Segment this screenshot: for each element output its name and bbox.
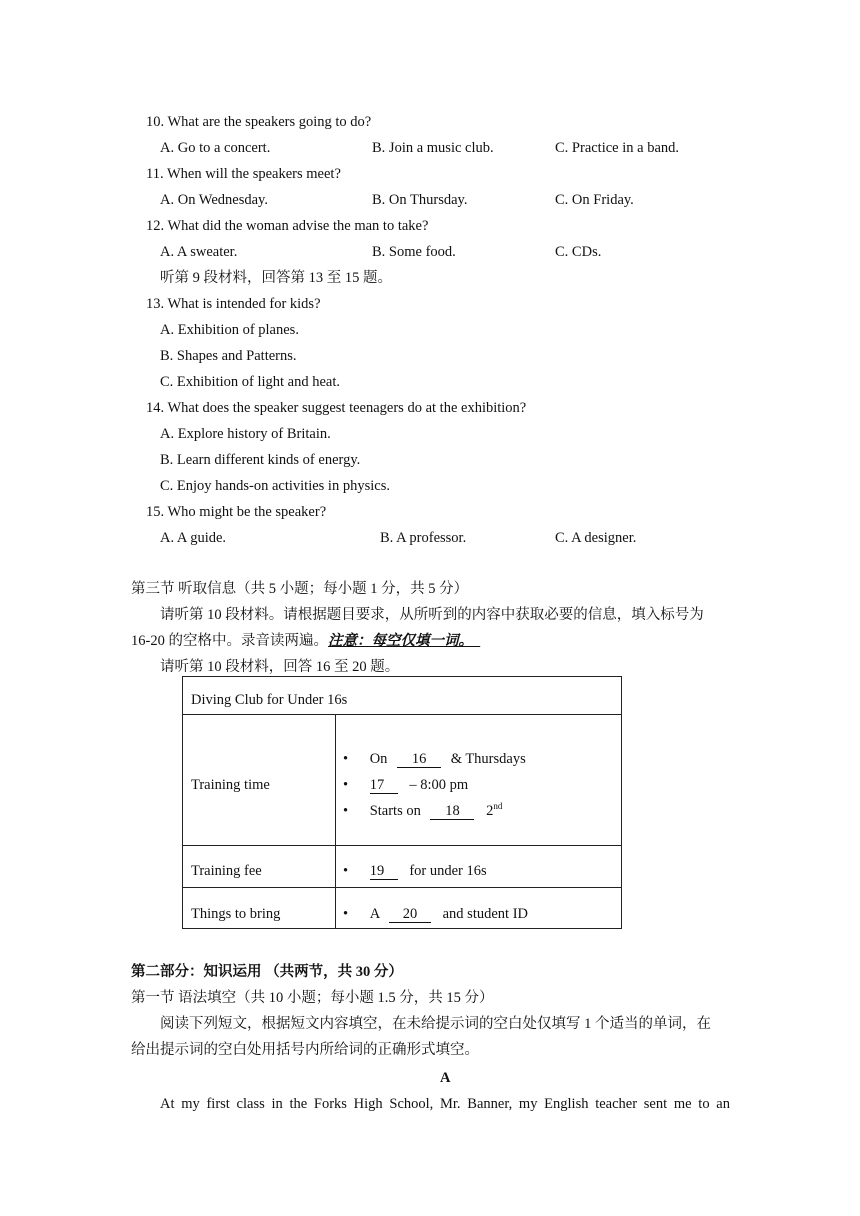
- q14-option-a: A. Explore history of Britain.: [160, 426, 331, 442]
- section3-instruction-text: 16-20 的空格中。录音读两遍。: [131, 633, 328, 649]
- q12-option-b: B. Some food.: [372, 244, 456, 260]
- question-11: 11. When will the speakers meet?: [146, 166, 341, 182]
- part2-heading: 第二部分：知识运用 （共两节，共 30 分）: [131, 964, 403, 980]
- q13-option-c: C. Exhibition of light and heat.: [160, 374, 341, 390]
- q14-option-b: B. Learn different kinds of energy.: [160, 452, 361, 468]
- part2-sub-heading: 第一节 语法填空（共 10 小题；每小题 1.5 分，共 15 分）: [131, 990, 494, 1006]
- q11-option-c: C. On Friday.: [555, 192, 634, 208]
- q15-option-c: C. A designer.: [555, 530, 637, 546]
- part2-instruction-line2: 给出提示词的空白处用括号内所给词的正确形式填空。: [131, 1042, 479, 1058]
- bullet-3: • Starts on 18 2nd: [343, 801, 503, 819]
- part2-instruction-line1: 阅读下列短文，根据短文内容填空，在未给提示词的空白处仅填写 1 个适当的单词，在: [160, 1016, 711, 1032]
- bring-bullet: • A 20 and student ID: [343, 906, 528, 922]
- bullet-1: • On 16 & Thursdays: [343, 751, 526, 767]
- things-to-bring-label: Things to bring: [191, 906, 281, 922]
- q13-option-a: A. Exhibition of planes.: [160, 322, 299, 338]
- passage-label: A: [440, 1070, 451, 1086]
- table-title: Diving Club for Under 16s: [191, 692, 348, 708]
- question-13: 13. What is intended for kids?: [146, 296, 321, 312]
- blank-19: 19: [370, 863, 398, 880]
- diving-club-table: [182, 676, 622, 929]
- section3-instruction-line1: 请听第 10 段材料。请根据题目要求，从所听到的内容中获取必要的信息，填入标号为: [160, 607, 704, 623]
- q14-option-c: C. Enjoy hands-on activities in physics.: [160, 478, 390, 494]
- question-12: 12. What did the woman advise the man to take?: [146, 218, 429, 234]
- section3-heading: 第三节 听取信息（共 5 小题；每小题 1 分，共 5 分）: [131, 581, 469, 597]
- q12-option-a: A. A sweater.: [160, 244, 238, 260]
- blank-18: 18: [430, 803, 474, 820]
- q11-option-a: A. On Wednesday.: [160, 192, 268, 208]
- section3-intro: 请听第 10 段材料，回答 16 至 20 题。: [160, 659, 400, 675]
- q15-option-a: A. A guide.: [160, 530, 227, 546]
- training-fee-label: Training fee: [191, 863, 262, 879]
- training-time-label: Training time: [191, 777, 270, 793]
- question-15: 15. Who might be the speaker?: [146, 504, 327, 520]
- bullet-2: • 17 – 8:00 pm: [343, 777, 469, 793]
- q12-option-c: C. CDs.: [555, 244, 602, 260]
- q10-option-b: B. Join a music club.: [372, 140, 494, 156]
- section3-instruction-line2: [131, 632, 480, 650]
- section9-intro: 听第 9 段材料，回答第 13 至 15 题。: [160, 270, 392, 286]
- blank-17: 17: [370, 777, 398, 794]
- blank-16: 16: [397, 751, 441, 768]
- q10-option-a: A. Go to a concert.: [160, 140, 271, 156]
- section3-note: 注意：每空仅填一词。: [327, 633, 473, 649]
- q15-option-b: B. A professor.: [380, 530, 467, 546]
- q11-option-b: B. On Thursday.: [372, 192, 468, 208]
- question-14: 14. What does the speaker suggest teenagers do at the exhibition?: [146, 400, 527, 416]
- blank-20: 20: [389, 906, 431, 923]
- q13-option-b: B. Shapes and Patterns.: [160, 348, 297, 364]
- question-10: 10. What are the speakers going to do?: [146, 114, 372, 130]
- q10-option-c: C. Practice in a band.: [555, 140, 680, 156]
- passage-line1: At my first class in the Forks High School, Mr. Banner, my English teacher sent me to an: [160, 1096, 730, 1112]
- fee-bullet: • 19 for under 16s: [343, 863, 487, 879]
